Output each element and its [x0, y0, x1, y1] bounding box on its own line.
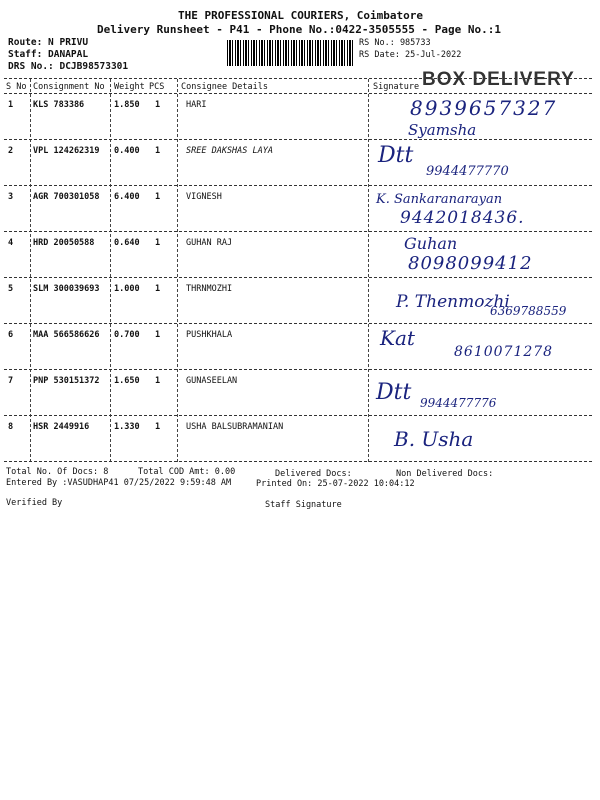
delivered-docs: Delivered Docs:	[275, 469, 352, 479]
row-consignment: HSR 2449916	[33, 422, 90, 432]
row-weight: 6.400	[114, 192, 140, 202]
row-weight: 0.400	[114, 146, 140, 156]
entered-by: Entered By :VASUDHAP41 07/25/2022 9:59:48 AM	[6, 478, 232, 488]
drs-number: DRS No.: DCJB98573301	[8, 61, 129, 72]
column-divider	[30, 79, 31, 462]
verified-by: Verified By	[6, 498, 63, 508]
row-consignee: GUNASEELAN	[186, 376, 238, 386]
handwritten-phone: 9944477776	[420, 396, 497, 410]
staff-signature-label: Staff Signature	[265, 500, 342, 510]
handwritten-signature: Guhan	[404, 234, 458, 253]
handwritten-phone: 6369788559	[490, 304, 567, 318]
row-sno: 7	[8, 376, 14, 386]
printed-on: Printed On: 25-07-2022 10:04:12	[256, 479, 415, 489]
row-weight: 1.650	[114, 376, 140, 386]
col-header-weight: Weight	[114, 82, 145, 92]
rs-number: RS No.: 985733	[359, 38, 431, 48]
handwritten-signature: Kat	[380, 326, 415, 350]
col-header-consignment: Consignment No	[33, 82, 105, 92]
table-bottom-rule	[4, 461, 592, 462]
column-divider	[177, 79, 178, 462]
row-consignee: PUSHKHALA	[186, 330, 233, 340]
company-name: THE PROFESSIONAL COURIERS, Coimbatore	[178, 9, 424, 22]
handwritten-phone: 9944477770	[426, 164, 509, 179]
col-header-signature: Signature	[373, 82, 420, 92]
handwritten-signature: Syamsha	[408, 121, 477, 139]
row-consignee: HARI	[186, 100, 207, 110]
row-sno: 4	[8, 238, 14, 248]
handwritten-phone: 9442018436.	[400, 208, 525, 228]
column-divider	[110, 79, 111, 462]
row-pcs: 1	[155, 284, 161, 294]
total-cod-amount: Total COD Amt: 0.00	[138, 467, 236, 477]
row-consignment: VPL 124262319	[33, 146, 100, 156]
row-pcs: 1	[155, 422, 161, 432]
table-top-rule	[4, 78, 592, 79]
row-rule	[4, 185, 592, 186]
row-pcs: 1	[155, 146, 161, 156]
row-consignee: USHA BALSUBRAMANIAN	[186, 422, 284, 432]
row-rule	[4, 277, 592, 278]
row-pcs: 1	[155, 330, 161, 340]
row-consignee: SREE DAKSHAS LAYA	[186, 146, 273, 156]
row-rule	[4, 323, 592, 324]
row-rule	[4, 231, 592, 232]
row-consignment: PNP 530151372	[33, 376, 100, 386]
row-rule	[4, 415, 592, 416]
row-consignment: MAA 566586626	[33, 330, 100, 340]
handwritten-signature: Dtt	[378, 143, 414, 168]
rs-date: RS Date: 25-Jul-2022	[359, 50, 462, 60]
row-sno: 8	[8, 422, 14, 432]
col-header-sno: S No	[6, 82, 27, 92]
row-weight: 1.850	[114, 100, 140, 110]
row-pcs: 1	[155, 376, 161, 386]
total-docs: Total No. Of Docs: 8	[6, 467, 109, 477]
row-consignment: SLM 300039693	[33, 284, 100, 294]
row-consignment: AGR 700301058	[33, 192, 100, 202]
table-header-rule	[4, 93, 592, 94]
non-delivered-docs: Non Delivered Docs:	[396, 469, 494, 479]
barcode-image	[227, 40, 353, 66]
row-sno: 2	[8, 146, 14, 156]
row-weight: 1.000	[114, 284, 140, 294]
row-sno: 5	[8, 284, 14, 294]
handwritten-signature: P. Thenmozhi	[396, 292, 510, 312]
row-sno: 6	[8, 330, 14, 340]
col-header-pcs: PCS	[149, 82, 165, 92]
row-consignment: HRD 20050588	[33, 238, 95, 248]
staff-label: Staff: DANAPAL	[8, 49, 89, 60]
runsheet-subtitle: Delivery Runsheet - P41 - Phone No.:0422-3505555 - Page No.:1	[97, 23, 501, 36]
row-weight: 0.700	[114, 330, 140, 340]
handwritten-phone: 8939657327	[410, 96, 558, 120]
handwritten-phone: 8610071278	[454, 344, 554, 360]
col-header-consignee: Consignee Details	[181, 82, 268, 92]
row-weight: 0.640	[114, 238, 140, 248]
row-rule	[4, 369, 592, 370]
box-delivery-stamp: BOX DELIVERY	[422, 69, 575, 90]
row-consignee: GUHAN RAJ	[186, 238, 233, 248]
row-sno: 1	[8, 100, 14, 110]
row-sno: 3	[8, 192, 14, 202]
handwritten-phone: 8098099412	[408, 253, 533, 274]
route-label: Route: N PRIVU	[8, 37, 89, 48]
row-pcs: 1	[155, 238, 161, 248]
row-pcs: 1	[155, 100, 161, 110]
handwritten-signature: B. Usha	[394, 427, 474, 451]
row-pcs: 1	[155, 192, 161, 202]
row-consignee: THRNMOZHI	[186, 284, 233, 294]
row-consignee: VIGNESH	[186, 192, 222, 202]
row-weight: 1.330	[114, 422, 140, 432]
row-rule	[4, 139, 592, 140]
handwritten-signature: K. Sankaranarayan	[376, 192, 503, 207]
handwritten-signature: Dtt	[376, 380, 412, 405]
column-divider	[368, 79, 369, 462]
row-consignment: KLS 783386	[33, 100, 85, 110]
